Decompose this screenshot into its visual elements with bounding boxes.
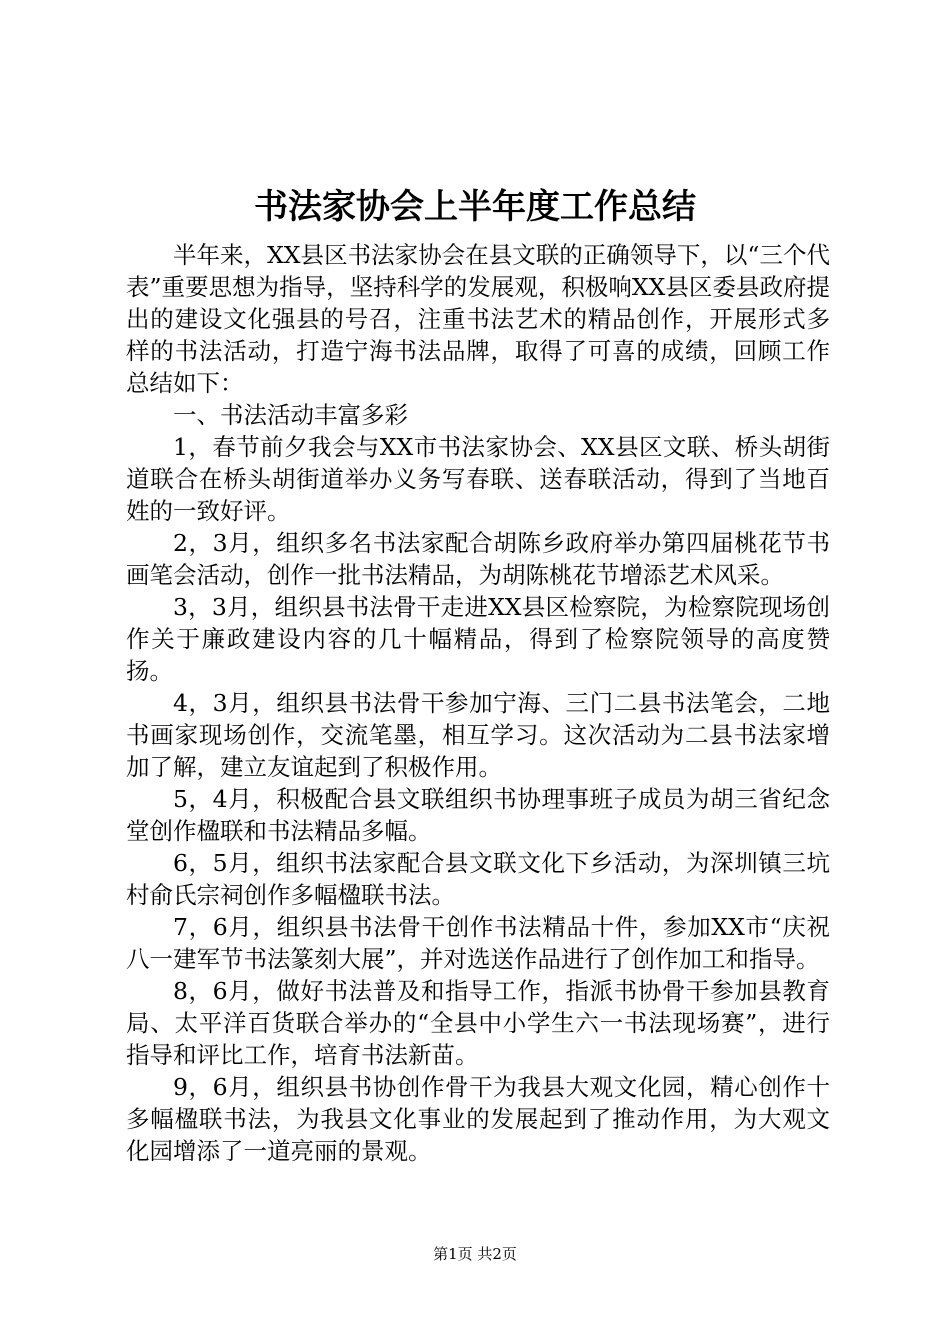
activity-item-8: 8，6月，做好书法普及和指导工作，指派书协骨干参加县教育局、太平洋百货联合举办的“全县中小学生六一书法现场赛”，进行指导和评比工作，培育书法新苗。	[126, 977, 830, 1069]
activity-item-7: 7，6月，组织县书法骨干创作书法精品十件，参加XX市“庆祝八一建军节书法篆刻大展”，并对选送作品进行了创作加工和指导。	[126, 913, 830, 973]
activity-item-5: 5，4月，积极配合县文联组织书协理事班子成员为胡三省纪念堂创作楹联和书法精品多幅。	[126, 785, 830, 845]
activity-item-6: 6，5月，组织书法家配合县文联文化下乡活动，为深圳镇三坑村俞氏宗祠创作多幅楹联书法。	[126, 849, 830, 909]
activity-item-4: 4，3月，组织县书法骨干参加宁海、三门二县书法笔会，二地书画家现场创作，交流笔墨，相互学习。这次活动为二县书法家增加了解，建立友谊起到了积极作用。	[126, 689, 830, 781]
document-title: 书法家协会上半年度工作总结	[254, 187, 696, 227]
activity-item-1: 1，春节前夕我会与XX市书法家协会、XX县区文联、桥头胡街道联合在桥头胡街道举办义务写春联、送春联活动，得到了当地百姓的一致好评。	[126, 433, 830, 525]
section-heading: 一、书法活动丰富多彩	[173, 401, 408, 429]
activity-item-9: 9，6月，组织县书协创作骨干为我县大观文化园，精心创作十多幅楹联书法，为我县文化事业的发展起到了推动作用，为大观文化园增添了一道亮丽的景观。	[126, 1073, 830, 1165]
document-body	[126, 239, 830, 1167]
activity-item-3: 3，3月，组织县书法骨干走进XX县区检察院，为检察院现场创作关于廉政建设内容的几十幅精品，得到了检察院领导的高度赞扬。	[126, 593, 830, 685]
intro-paragraph: 半年来，XX县区书法家协会在县文联的正确领导下，以“三个代表”重要思想为指导，坚持科学的发展观，积极响XX县区委县政府提出的建设文化强县的号召，注重书法艺术的精品创作，开展形式多样的书法活动，打造宁海书法品牌，取得了可喜的成绩，回顾工作总结如下：	[126, 241, 830, 397]
activity-item-2: 2，3月，组织多名书法家配合胡陈乡政府举办第四届桃花节书画笔会活动，创作一批书法精品，为胡陈桃花节增添艺术风采。	[126, 529, 830, 589]
page-number-footer: 第1页 共2页	[433, 1245, 517, 1263]
